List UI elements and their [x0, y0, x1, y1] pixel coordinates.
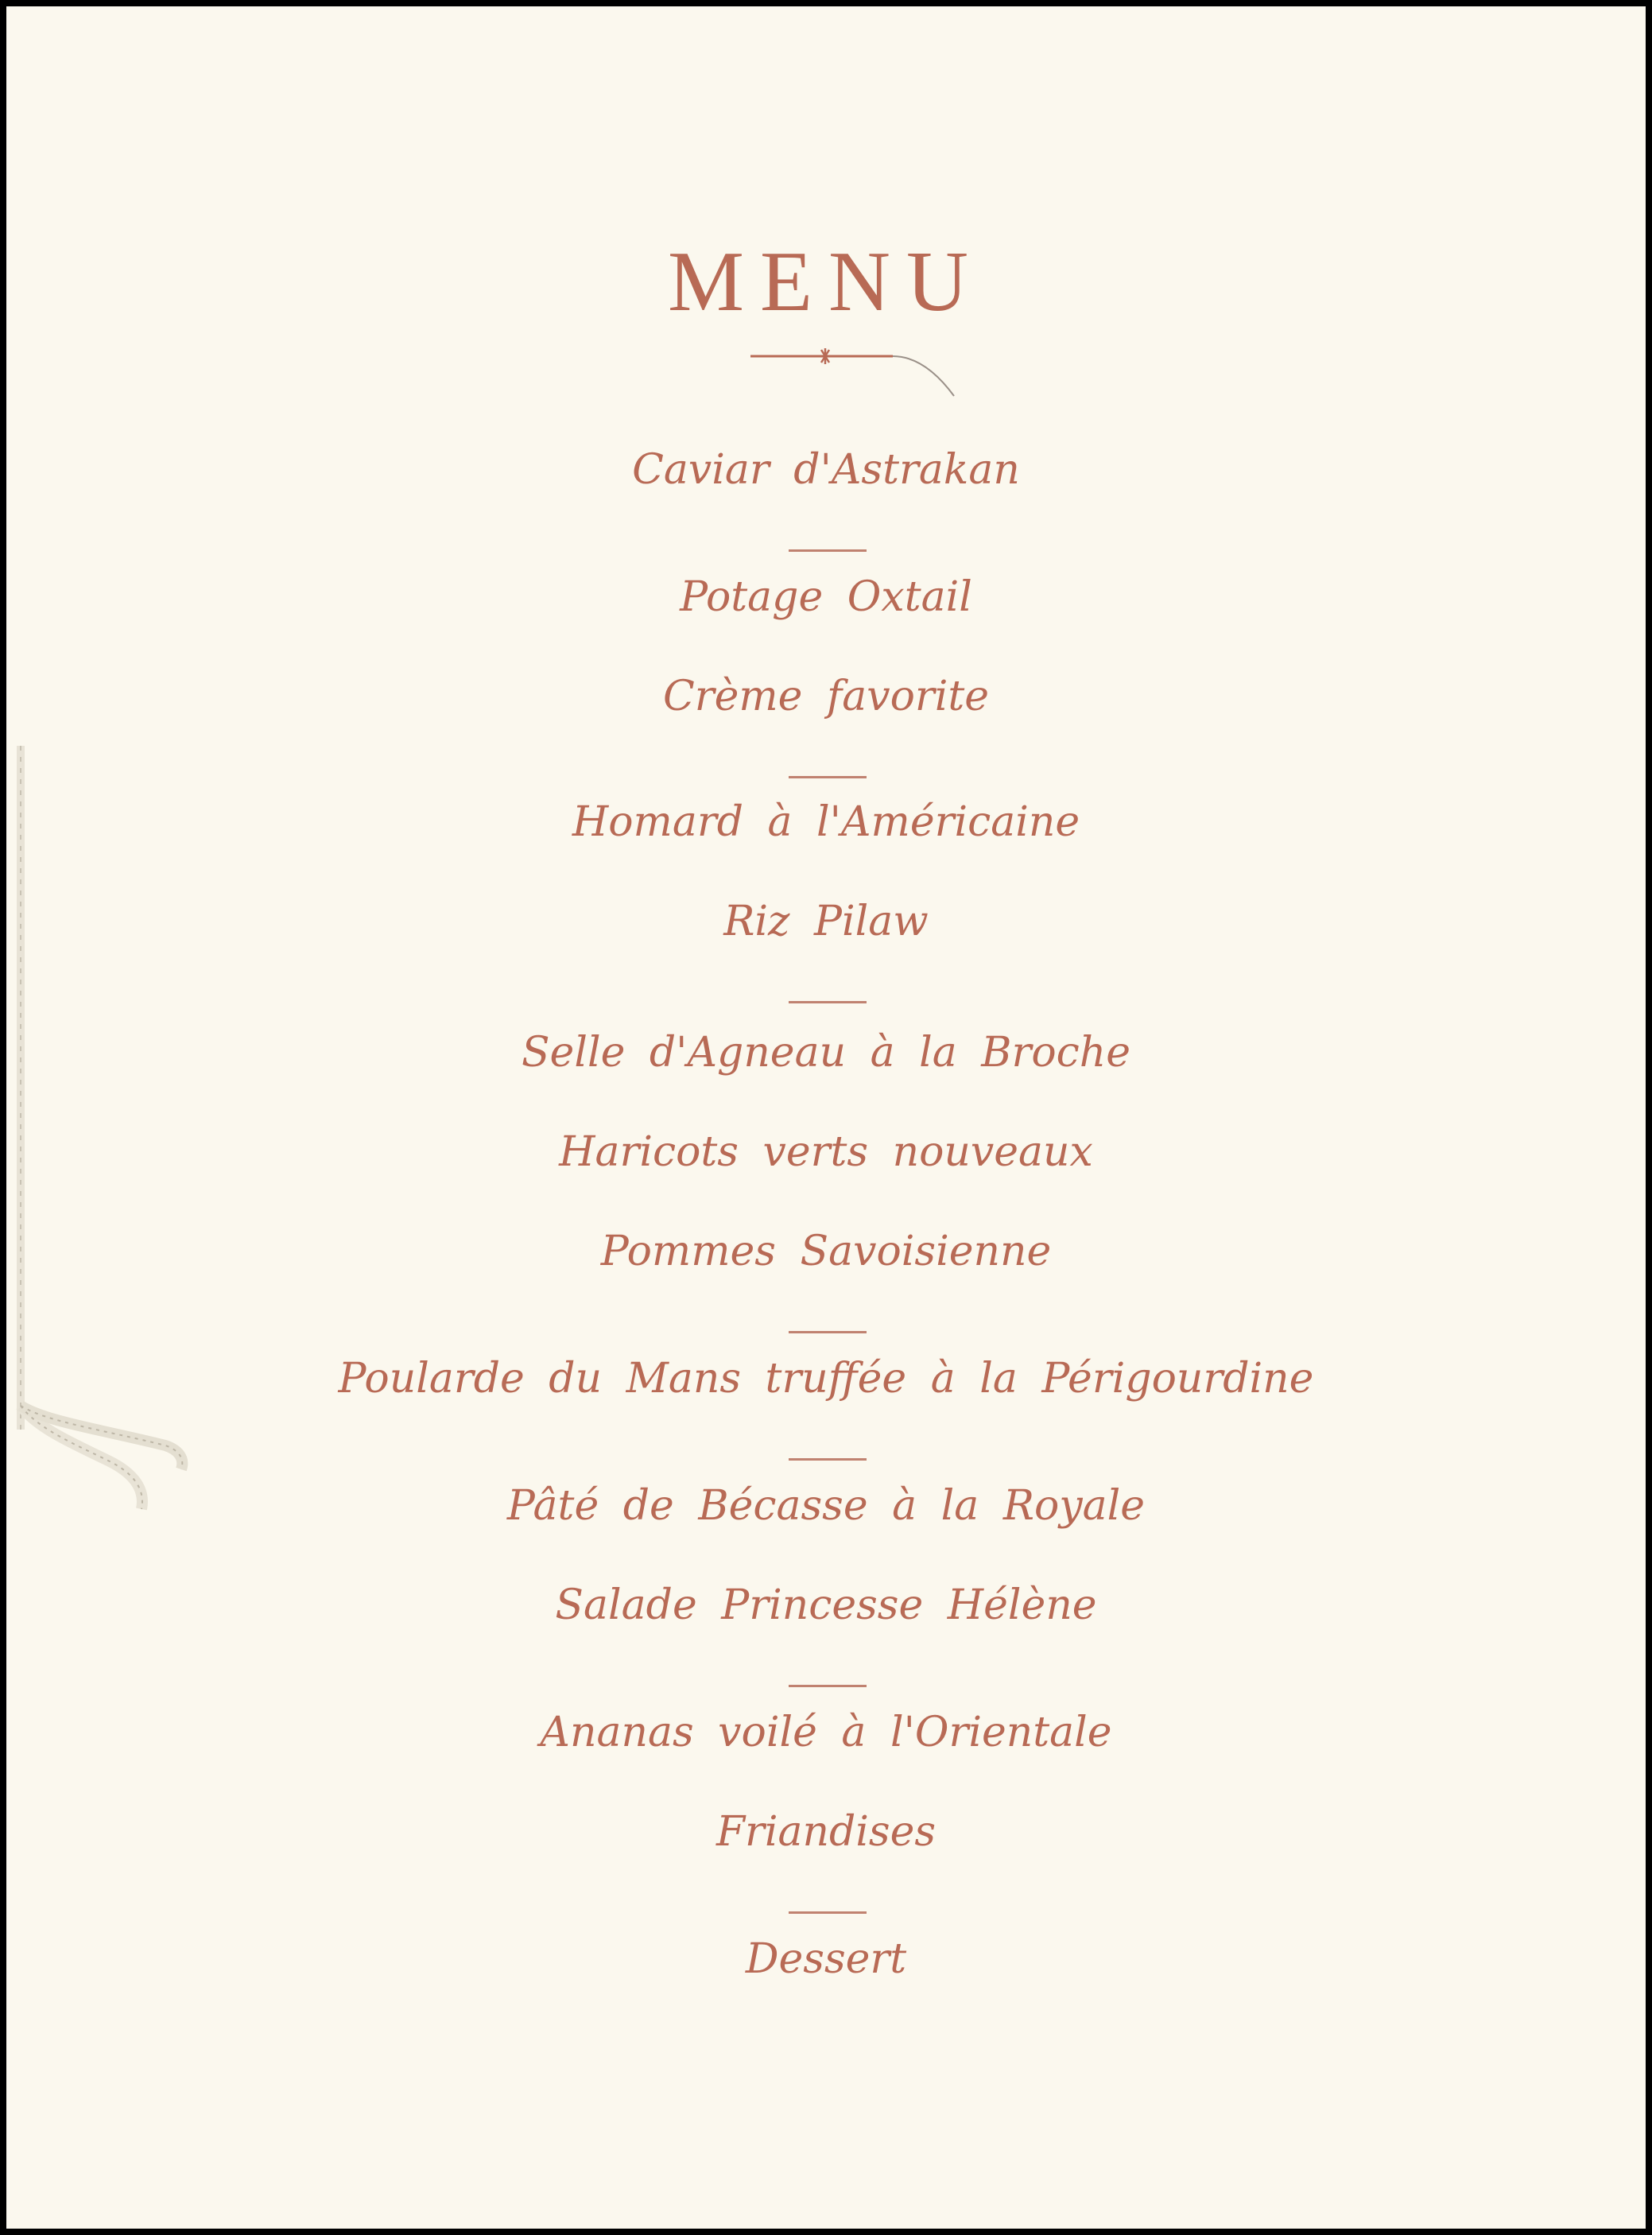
menu-item: Pommes Savoisienne: [600, 1228, 1052, 1275]
menu-item: Crème favorite: [662, 673, 990, 720]
course-divider: [789, 549, 867, 552]
menu-item: Poularde du Mans truffée à la Périgourdine: [338, 1355, 1314, 1403]
menu-item: Riz Pilaw: [723, 898, 929, 945]
menu-item: Ananas voilé à l'Orientale: [540, 1709, 1112, 1756]
menu-item: Homard à l'Américaine: [572, 798, 1080, 846]
course-divider: [789, 776, 867, 778]
menu-item: Pâté de Bécasse à la Royale: [506, 1482, 1146, 1530]
menu-item: Salade Princesse Hélène: [555, 1581, 1097, 1629]
ornament-flourish-icon: [746, 340, 968, 404]
page-title: MENU: [668, 235, 984, 329]
course-divider: [789, 1331, 867, 1333]
course-divider: [789, 1911, 867, 1914]
menu-item: Potage Oxtail: [680, 573, 972, 621]
menu-item: Dessert: [745, 1935, 907, 1983]
menu-item: Haricots verts nouveaux: [559, 1128, 1093, 1176]
course-divider: [789, 1001, 867, 1003]
menu-item: Selle d'Agneau à la Broche: [521, 1029, 1131, 1077]
course-divider: [789, 1685, 867, 1687]
course-divider: [789, 1458, 867, 1461]
menu-item: Friandises: [715, 1808, 937, 1856]
menu-card: [6, 6, 1646, 2229]
menu-item: Caviar d'Astrakan: [632, 446, 1020, 494]
